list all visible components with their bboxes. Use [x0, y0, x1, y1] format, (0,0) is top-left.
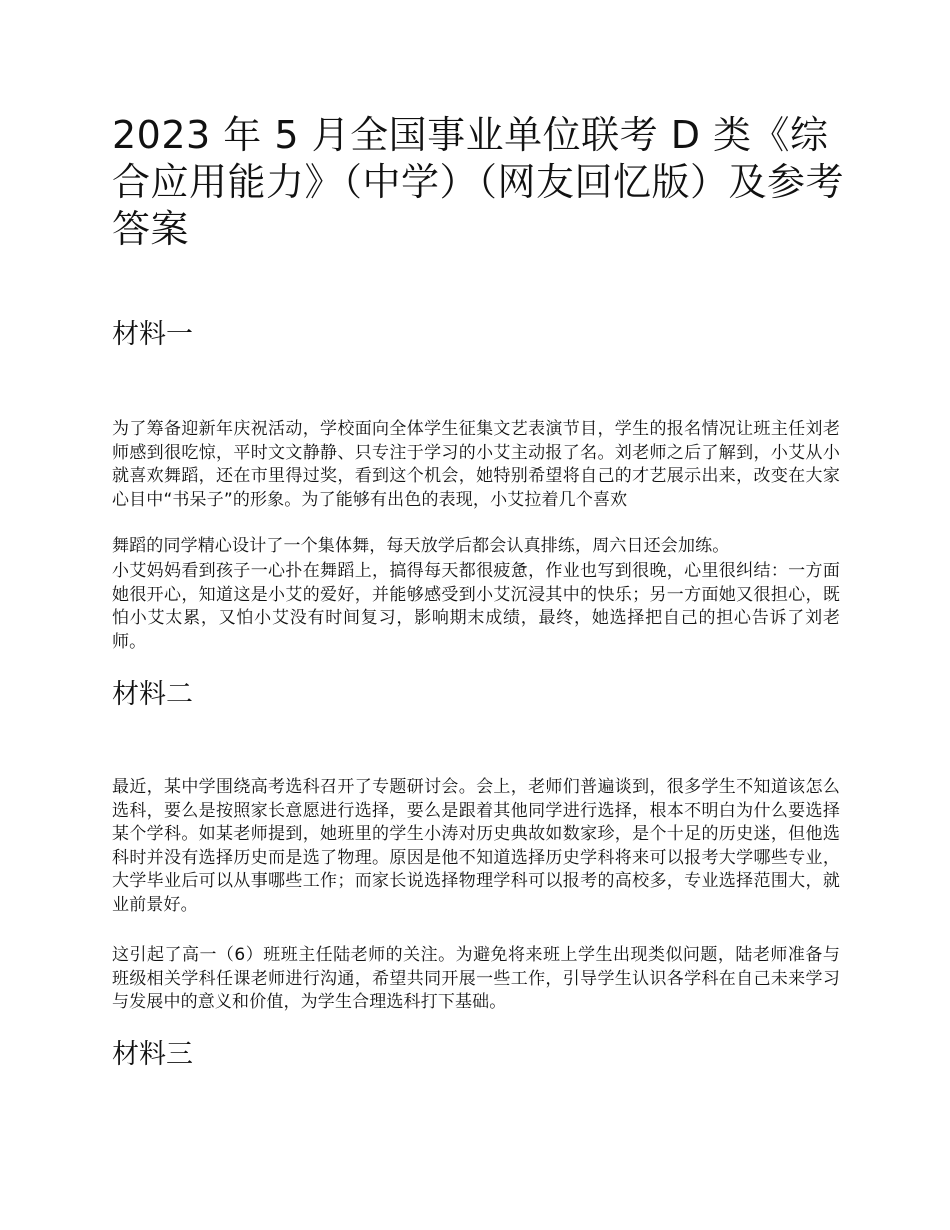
- section-heading-material-2: 材料二: [112, 679, 193, 710]
- material-1-paragraph-3: 小艾妈妈看到孩子一心扑在舞蹈上，搞得每天都很疲惫，作业也写到很晚，心里很纠结：一方面她很开心，知道这是小艾的爱好，并能够感受到小艾沉浸其中的快乐；另一方面她又很担心，既怕小艾太累，又怕小艾没有时间复习，影响期末成绩，最终，她选择把自己的担心告诉了刘老师。: [112, 561, 840, 652]
- material-1-paragraph-2: 舞蹈的同学精心设计了一个集体舞，每天放学后都会认真排练，周六日还会加练。: [112, 536, 730, 556]
- material-1-paragraph-1: 为了筹备迎新年庆祝活动，学校面向全体学生征集文艺表演节目，学生的报名情况让班主任刘老师感到很吃惊，平时文文静静、只专注于学习的小艾主动报了名。刘老师之后了解到，小艾从小就喜欢舞蹈，还在市里得过奖，看到这个机会，她特别希望将自己的才艺展示出来，改变在大家心目中“书呆子”的形象。为了能够有出色的表现，小艾拉着几个喜欢: [112, 419, 840, 510]
- section-heading-material-1: 材料一: [112, 319, 193, 350]
- section-heading-material-3: 材料三: [112, 1039, 193, 1070]
- material-2-paragraph-2: 这引起了高一（6）班班主任陆老师的关注。为避免将来班上学生出现类似问题，陆老师准备与班级相关学科任课老师进行沟通，希望共同开展一些工作，引导学生认识各学科在自己未来学习与发展中的意义和价值，为学生合理选科打下基础。: [112, 945, 840, 1012]
- material-2-paragraph-1: 最近，某中学围绕高考选科召开了专题研讨会。会上，老师们普遍谈到，很多学生不知道该怎么选科，要么是按照家长意愿进行选择，要么是跟着其他同学进行选择，根本不明白为什么要选择某个学科。如某老师提到，她班里的学生小涛对历史典故如数家珍，是个十足的历史迷，但他选科时并没有选择历史而是选了物理。原因是他不知道选择历史学科将来可以报考大学哪些专业，大学毕业后可以从事哪些工作；而家长说选择物理学科可以报考的高校多，专业选择范围大，就业前景好。: [112, 777, 840, 915]
- document-title: 2023 年 5 月全国事业单位联考 D 类《综合应用能力》（中学）（网友回忆版）及参考答案: [112, 113, 845, 251]
